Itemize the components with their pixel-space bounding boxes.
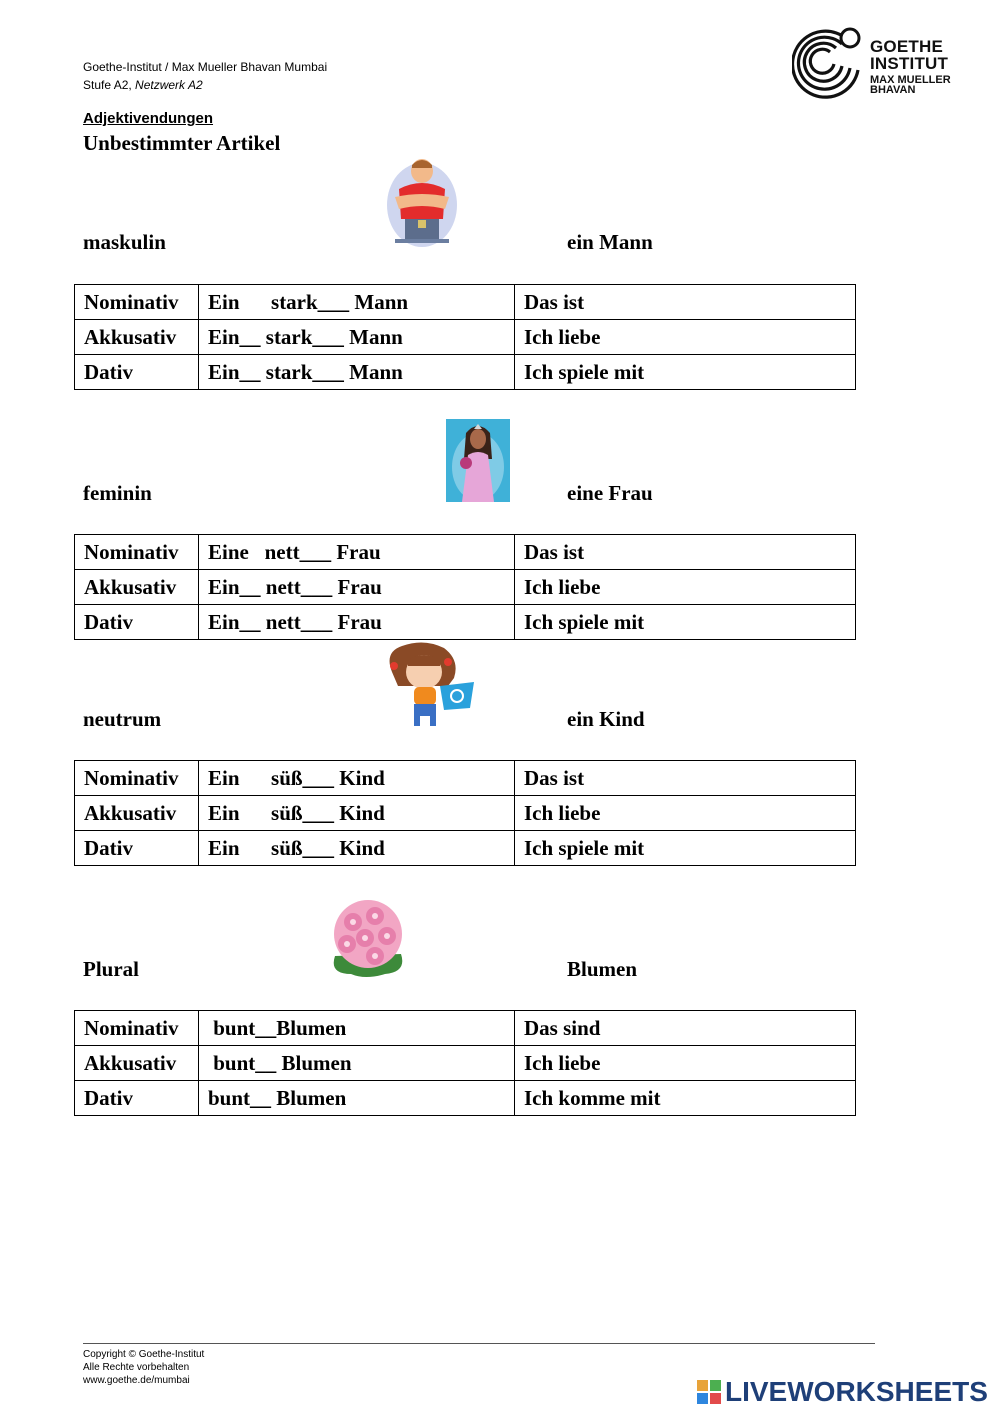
case-cell: Akkusativ xyxy=(75,1046,199,1081)
header-level: Stufe A2, xyxy=(83,78,136,92)
table-feminin xyxy=(74,534,856,640)
table-row xyxy=(75,285,856,320)
phrase-cell[interactable]: bunt__Blumen xyxy=(199,1011,515,1046)
logo-line-1: GOETHE xyxy=(870,37,943,56)
table-row xyxy=(75,535,856,570)
case-cell: Nominativ xyxy=(75,285,199,320)
woman-icon xyxy=(446,419,510,502)
phrase-cell[interactable]: Ein stark___ Mann xyxy=(199,285,515,320)
strong-man-icon xyxy=(385,157,459,249)
table-row xyxy=(75,570,856,605)
example-label-blumen: Blumen xyxy=(567,957,638,981)
sentence-cell[interactable]: Ich spiele mit xyxy=(515,605,856,640)
phrase-cell[interactable]: Eine nett___ Frau xyxy=(199,535,515,570)
phrase-cell[interactable]: Ein süß___ Kind xyxy=(199,761,515,796)
table-neutrum xyxy=(74,760,856,866)
sentence-cell[interactable]: Ich spiele mit xyxy=(515,831,856,866)
case-cell: Nominativ xyxy=(75,535,199,570)
girl-recycling-icon xyxy=(384,642,478,730)
phrase-cell[interactable]: Ein__ stark___ Mann xyxy=(199,355,515,390)
flower-icon xyxy=(325,894,411,980)
sentence-cell[interactable]: Das ist xyxy=(515,285,856,320)
sentence-cell[interactable]: Ich liebe xyxy=(515,320,856,355)
example-label-mann: ein Mann xyxy=(567,230,653,254)
logo-line-4: BHAVAN xyxy=(870,84,916,96)
footer xyxy=(83,1348,204,1387)
case-cell: Akkusativ xyxy=(75,796,199,831)
footer-divider xyxy=(83,1343,875,1344)
case-cell: Dativ xyxy=(75,605,199,640)
table-row xyxy=(75,1081,856,1116)
case-cell: Nominativ xyxy=(75,1011,199,1046)
table-row xyxy=(75,1046,856,1081)
logo-line-3: MAX MUELLER xyxy=(870,74,951,86)
sentence-cell[interactable]: Ich liebe xyxy=(515,796,856,831)
table-plural xyxy=(74,1010,856,1116)
case-cell: Nominativ xyxy=(75,761,199,796)
table-row xyxy=(75,320,856,355)
phrase-cell[interactable]: bunt__ Blumen xyxy=(199,1081,515,1116)
footer-copyright: Copyright © Goethe-Institut xyxy=(83,1349,205,1360)
gender-label-plural: Plural xyxy=(83,957,139,981)
case-cell: Dativ xyxy=(75,355,199,390)
sentence-cell[interactable]: Das sind xyxy=(515,1011,856,1046)
worksheet-subtitle: Unbestimmter Artikel xyxy=(83,131,281,155)
goethe-logo-text xyxy=(870,38,951,95)
gender-label-feminin: feminin xyxy=(83,481,152,505)
table-row xyxy=(75,796,856,831)
table-row xyxy=(75,605,856,640)
header-line-1: Goethe-Institut / Max Mueller Bhavan Mumbai xyxy=(83,60,328,74)
header-textbook: Netzwerk A2 xyxy=(135,78,203,92)
liveworksheets-watermark xyxy=(697,1376,988,1408)
phrase-cell[interactable]: Ein__ nett___ Frau xyxy=(199,570,515,605)
header-line-2 xyxy=(83,77,203,94)
sentence-cell[interactable]: Das ist xyxy=(515,761,856,796)
phrase-cell[interactable]: Ein__ nett___ Frau xyxy=(199,605,515,640)
table-row xyxy=(75,761,856,796)
example-label-kind: ein Kind xyxy=(567,707,645,731)
table-maskulin xyxy=(74,284,856,390)
case-cell: Dativ xyxy=(75,831,199,866)
sentence-cell[interactable]: Ich liebe xyxy=(515,570,856,605)
phrase-cell[interactable]: Ein__ stark___ Mann xyxy=(199,320,515,355)
liveworksheets-logo-icon xyxy=(697,1380,721,1404)
sentence-cell[interactable]: Ich komme mit xyxy=(515,1081,856,1116)
worksheet-title: Adjektivendungen xyxy=(83,110,214,127)
case-cell: Dativ xyxy=(75,1081,199,1116)
case-cell: Akkusativ xyxy=(75,320,199,355)
liveworksheets-text: LIVEWORKSHEETS xyxy=(725,1376,988,1407)
logo-line-2: INSTITUT xyxy=(870,54,949,73)
case-cell: Akkusativ xyxy=(75,570,199,605)
phrase-cell[interactable]: Ein süß___ Kind xyxy=(199,831,515,866)
sentence-cell[interactable]: Das ist xyxy=(515,535,856,570)
gender-label-neutrum: neutrum xyxy=(83,707,162,731)
sentence-cell[interactable]: Ich spiele mit xyxy=(515,355,856,390)
sentence-cell[interactable]: Ich liebe xyxy=(515,1046,856,1081)
table-row xyxy=(75,1011,856,1046)
table-row xyxy=(75,355,856,390)
example-label-frau: eine Frau xyxy=(567,481,653,505)
footer-url[interactable]: www.goethe.de/mumbai xyxy=(83,1375,190,1386)
phrase-cell[interactable]: Ein süß___ Kind xyxy=(199,796,515,831)
gender-label-maskulin: maskulin xyxy=(83,230,166,254)
table-row xyxy=(75,831,856,866)
footer-rights: Alle Rechte vorbehalten xyxy=(83,1362,190,1373)
phrase-cell[interactable]: bunt__ Blumen xyxy=(199,1046,515,1081)
